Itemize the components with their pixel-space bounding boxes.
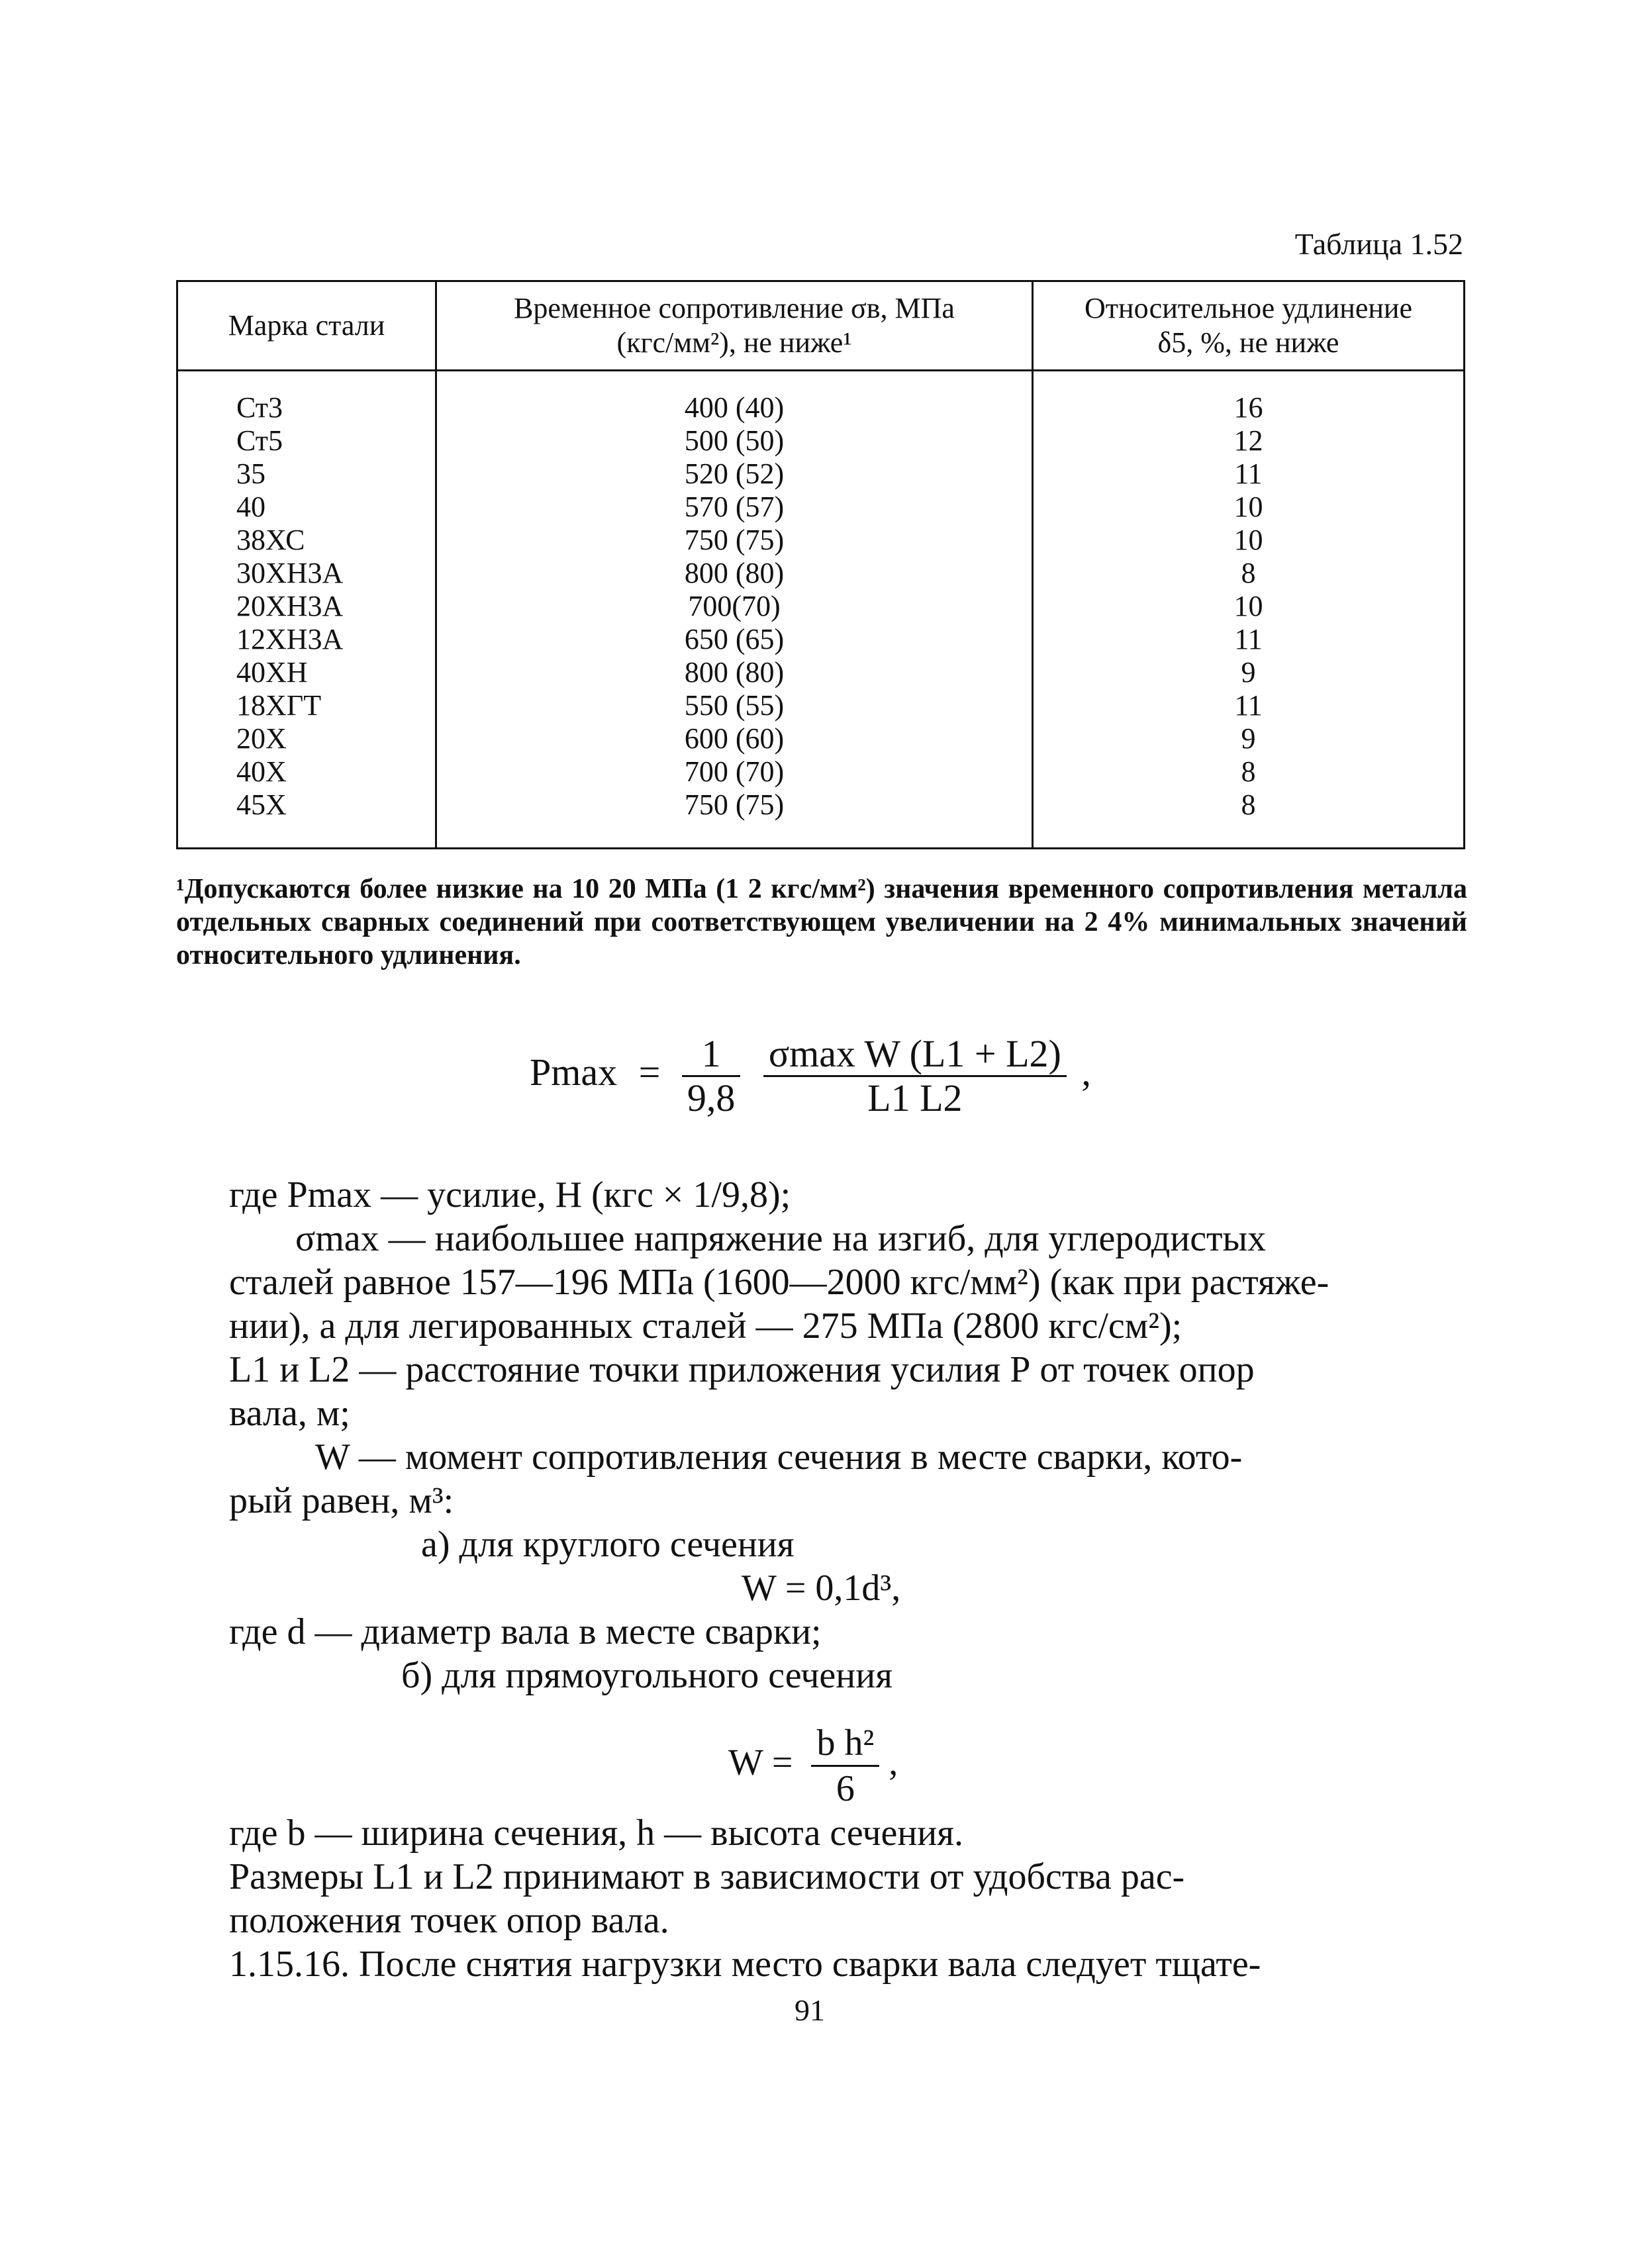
grade-cell: 18ХГТ bbox=[236, 689, 322, 722]
elongation-cell: 16 bbox=[1233, 391, 1263, 424]
strength-cell: 700 (70) bbox=[684, 755, 785, 788]
strength-cell: 800 (80) bbox=[684, 656, 785, 688]
def-b-h: где b — ширина сечения, h — высота сечения. bbox=[229, 1813, 964, 1854]
fraction-1: $\frac{1}{9,8}$ bbox=[682, 1033, 741, 1119]
elongation-cell: 8 bbox=[1241, 557, 1256, 589]
table-caption: Таблица 1.52 bbox=[1294, 227, 1463, 261]
formula-round: W = 0,1d³, bbox=[742, 1568, 901, 1609]
def-pmax: где Pmax — усилие, Н (кгс × 1/9,8); bbox=[229, 1174, 791, 1215]
fraction-2: $\frac{\text{σmax W (L1 + L2)}}{L1 L2}$ bbox=[763, 1033, 1067, 1119]
formula-pmax: Pmax = $\frac{1}{9,8}$ $\frac{\text{σmax W (L1 + L2)}}{L1 L2}$ , bbox=[530, 1032, 1091, 1119]
strength-column bbox=[436, 371, 1033, 849]
grade-cell: 38ХС bbox=[236, 524, 305, 556]
elongation-cell: 10 bbox=[1233, 524, 1263, 556]
grade-cell: 40 bbox=[236, 491, 266, 523]
formula-rect: W = $\frac{\text{b h²}}{6}$ , bbox=[728, 1723, 898, 1809]
rect-section-label: б) для прямоугольного сечения bbox=[401, 1655, 893, 1696]
elongation-column bbox=[1033, 371, 1465, 849]
elongation-cell: 8 bbox=[1241, 755, 1256, 788]
grade-column bbox=[177, 371, 436, 849]
grade-cell: 20Х bbox=[236, 722, 287, 755]
header-elongation: Относительное удлинение δ5, %, не ниже bbox=[1033, 281, 1465, 371]
strength-cell: 800 (80) bbox=[684, 557, 785, 589]
grade-cell: Ст3 bbox=[236, 391, 283, 424]
strength-cell: 500 (50) bbox=[684, 424, 785, 457]
sizes-paragraph: Размеры L1 и L2 принимают в зависимости от удобства рас- положения точек опор вала. bbox=[229, 1856, 1185, 1941]
elongation-cell: 9 bbox=[1241, 656, 1256, 688]
strength-cell: 700(70) bbox=[688, 590, 781, 622]
elongation-cell: 8 bbox=[1241, 788, 1256, 821]
page-number: 91 bbox=[795, 1993, 825, 2027]
strength-cell: 750 (75) bbox=[684, 524, 785, 556]
strength-cell: 400 (40) bbox=[684, 391, 785, 424]
grade-cell: 40Х bbox=[236, 755, 287, 788]
grade-cell: 30ХН3А bbox=[236, 557, 344, 589]
elongation-cell: 9 bbox=[1241, 722, 1256, 755]
table-footnote: ¹Допускаются более низкие на 10 20 МПа (1 2 кгс/мм²) значения временного сопротивления металла отдельных сварных соединений при соответствующем увеличении на 2 4% минимальных значений относительного удлинения. bbox=[176, 874, 1467, 970]
strength-cell: 520 (52) bbox=[684, 457, 785, 490]
def-sigma: σmax — наибольшее напряжение на изгиб, для углеродистых сталей равное 157—196 МПа (1600—2000 кгс/мм²) (как при растяже- нии), а для легированных сталей — 275 МПа (2800 кгс/см²); bbox=[229, 1218, 1329, 1347]
elongation-cell: 11 bbox=[1234, 457, 1263, 490]
grade-cell: Ст5 bbox=[236, 424, 283, 457]
grade-cell: 35 bbox=[236, 457, 266, 490]
strength-cell: 550 (55) bbox=[684, 689, 785, 722]
strength-cell: 750 (75) bbox=[684, 788, 785, 821]
formula-lhs: Pmax bbox=[530, 1050, 618, 1094]
def-d: где d — диаметр вала в месте сварки; bbox=[229, 1611, 822, 1652]
elongation-cell: 12 bbox=[1233, 424, 1263, 457]
strength-cell: 600 (60) bbox=[684, 722, 785, 755]
def-l1-l2: L1 и L2 — расстояние точки приложения усилия Р от точек опор вала, м; bbox=[229, 1349, 1255, 1434]
header-grade: Марка стали bbox=[177, 281, 436, 371]
header-strength: Временное сопротивление σв, МПа (кгс/мм²), не ниже¹ bbox=[436, 281, 1033, 371]
elongation-cell: 11 bbox=[1234, 623, 1263, 655]
grade-cell: 45Х bbox=[236, 788, 287, 821]
grade-cell: 20ХН3А bbox=[236, 590, 344, 622]
elongation-cell: 10 bbox=[1233, 491, 1263, 523]
grade-cell: 40ХН bbox=[236, 656, 308, 688]
elongation-cell: 11 bbox=[1234, 689, 1263, 722]
steel-properties-table bbox=[176, 280, 1465, 849]
round-section-label: а) для круглого сечения bbox=[421, 1524, 795, 1565]
strength-cell: 650 (65) bbox=[684, 623, 785, 655]
strength-cell: 570 (57) bbox=[684, 491, 785, 523]
elongation-cell: 10 bbox=[1233, 590, 1263, 622]
def-w: W — момент сопротивления сечения в месте сварки, кото- рый равен, м³: bbox=[229, 1437, 1243, 1521]
grade-cell: 12ХН3А bbox=[236, 623, 344, 655]
section-1-15-16: 1.15.16. После снятия нагрузки место сварки вала следует тщате- bbox=[229, 1944, 1261, 1985]
